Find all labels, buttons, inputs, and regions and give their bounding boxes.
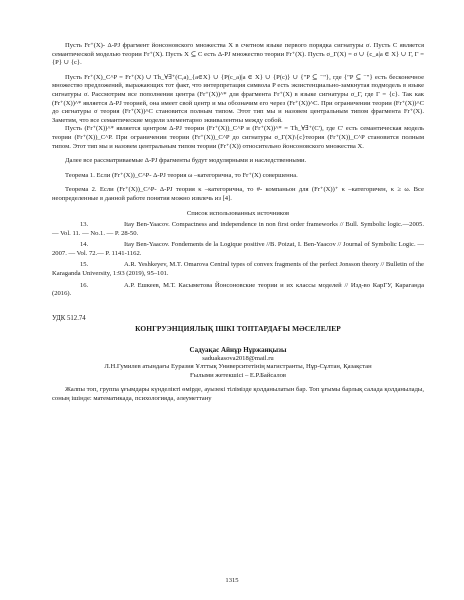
article-title: КОНГРУЭНЦИЯЛЫҚ ІШКІ ТОПТАРДАҒЫ МӘСЕЛЕЛЕР bbox=[135, 324, 341, 334]
page-number: 1315 bbox=[225, 577, 239, 585]
paragraph-central-type: Пусть Fr⁺(X)_C^P = Fr⁺(X) ∪ Th_∀∃⁺(C,a)_{a∈X} ∪ {P(c_a)|a ∈ X} ∪ {P(c)} ∪ {"P ⊆ ⁻"}, где {"P ⊆ ⁻"} есть бесконечное множество предложений, выражающих тот факт, что интерпретация символа P есть экзистенциально-замкнутая подмодель в языке сигнатуры σ. Рассмотрим все пополнения центра (Fr⁺(X))^* для фрагмента Fr⁺(X) в языке сигнатуры σ_Γ, где Γ = {c}. Так как (Fr⁺(X))^* является Δ-PJ теорией, она имеет свой центр и мы обозначим его через (Fr⁺(X))^C. При ограничении теории (Fr⁺(X))^C до сигнатуры σ теория (Fr⁺(X))^C становится полным типом. Этот тип мы и назовем центральным типом фрагмента Fr⁺(X). Заметим, что все семантические модели элементарно эквивалентны между собой. bbox=[52, 73, 424, 124]
article-intro: Жалпы топ, группа ұғымдары күнделікті өмірде, ауызекі тілімізде қолданылатын бар. Топ ұғымы барлық салада қолданылады, соның ішінде: математикада, психологияда, әлеуметтану bbox=[52, 386, 424, 402]
references-list bbox=[52, 221, 424, 299]
paragraph-fragment-definition: Пусть Fr⁺(X)- Δ-PJ фрагмент йонсоновского множества X в счетном языке первого порядка сигнатуры σ. Пусть C является семантической моделью теории Fr⁺(X). Пусть X ⊆ C есть Δ-PJ множество теории Fr⁺(X). Пусть σ_Γ(X) = σ ∪ {c_a|a ∈ X} ∪ Γ, Γ = {P} ∪ {c}. bbox=[52, 42, 424, 67]
reference-item bbox=[52, 282, 424, 299]
reference-number: 13. bbox=[80, 221, 89, 229]
reference-item bbox=[52, 221, 424, 238]
udk-code: УДК 512.74 bbox=[52, 314, 86, 322]
reference-number: 14. bbox=[80, 241, 89, 249]
author-name: Садуақас Айнұр Нұржанқызы bbox=[189, 346, 287, 355]
theorem-2: Теорема 2. Если (Fr⁺(X))_C^P- Δ-PJ теория κ –категорична, то #- компаньон для (Fr⁺(X))⁺ κ –категоричен, κ ≥ ω. Все неопределенные в данной работе понятия можно извлечь из [4]. bbox=[52, 186, 424, 202]
author-affiliation: Л.Н.Гумилев атындағы Еуразия Ұлттық Университетінің магистранты, Нұр-Сұлтан, Қазақстан bbox=[104, 363, 372, 371]
theorem-1: Теорема 1. Если (Fr⁺(X))_C^P- Δ-PJ теория ω –категорична, то Fr⁺(X) совершенна. bbox=[65, 171, 298, 179]
author-email: saduakasova2018@mail.ru bbox=[202, 354, 274, 362]
reference-item bbox=[52, 241, 424, 258]
references-title: Список использованных источников bbox=[186, 209, 290, 217]
reference-text: Itay Ben-Yaacov. Compactness and independence in non first order frameworks // Bull. Symbolic logic.—2005. — Vol. 11. — No.1. — P. 28-50. bbox=[52, 221, 424, 237]
reference-number: 16. bbox=[80, 281, 89, 289]
reference-item bbox=[52, 261, 424, 278]
paragraph-center-theory: Пусть (Fr⁺(X))^* является центром Δ-PJ теории (Fr⁺(X))_C^P и (Fr⁺(X))^* = Th_∀∃⁺(C'), где C' есть семантическая модель теории (Fr⁺(X))_C^P. При ограничении теории (Fr⁺(X))_C^P до сигнатуры σ_Γ(X)\{c}теория (Fr⁺(X))_C^P становится полным типом. Этот тип мы и назовем центральным типом теории (Fr⁺(X)) относительно йонсоновского множества X. bbox=[52, 125, 424, 150]
reference-text: A.R. Yeshkeyev, M.T. Omarova Central types of convex fragments of the perfect Jonsson theory // Bulletin of the Karaganda University, 1:93 (2019), 95–101. bbox=[52, 261, 424, 278]
paragraph-modular-note: Далее все рассматриваемые Δ-PJ фрагменты будут модулярными и наследственными. bbox=[65, 157, 307, 165]
reference-text: Itay Ben-Yaacov. Fondements de la Logique positive //B. Poizat, I. Ben-Yaacov // Journal of Symbolic Logic. —2007. — Vol. 72.— P. 1141-1162. bbox=[52, 241, 424, 257]
reference-text: А.Р. Ешкеев, М.Т. Касыметова Йонсоновские теории и их классы моделей // Изд-во КарГУ, Караганда (2016). bbox=[52, 281, 424, 298]
scientific-advisor: Ғылыми жетекшісі – Е.Р.Байсалов bbox=[189, 371, 287, 379]
reference-number: 15. bbox=[80, 261, 89, 269]
